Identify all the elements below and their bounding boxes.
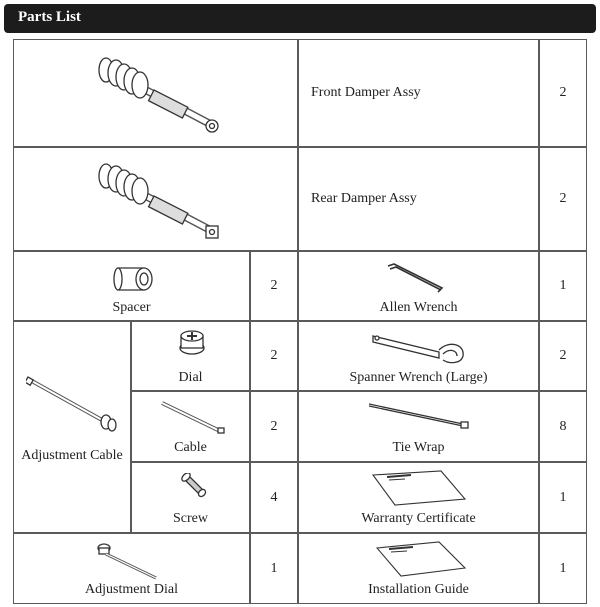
rear-damper-image-cell (13, 147, 298, 251)
spanner-wrench-illustration (369, 330, 469, 366)
tie-wrap-name: Tie Wrap (392, 440, 445, 455)
document-illustration (369, 469, 469, 509)
rear-damper-name: Rear Damper Assy (311, 191, 417, 206)
spacer-qty-cell (250, 251, 298, 321)
tie-wrap-cell (298, 391, 539, 462)
allen-wrench-name: Allen Wrench (379, 300, 458, 315)
spacer-cell (13, 251, 250, 321)
parts-list-title: Parts List (18, 9, 81, 25)
adjustment-cable-illustration (26, 376, 118, 432)
cable-qty-cell (250, 391, 298, 462)
parts-list-header (4, 4, 596, 33)
rear-damper-name-cell (298, 147, 539, 251)
warranty-qty-cell (539, 462, 587, 533)
adjustment-dial-qty-cell (250, 533, 298, 604)
front-damper-name: Front Damper Assy (311, 85, 421, 100)
front-damper-qty-cell (539, 39, 587, 147)
screw-qty: 4 (270, 489, 278, 505)
parts-table (13, 39, 587, 604)
damper-illustration (94, 154, 224, 244)
allen-wrench-cell (298, 251, 539, 321)
install-guide-cell (298, 533, 539, 604)
spacer-name: Spacer (112, 300, 151, 315)
rear-damper-qty: 2 (559, 191, 567, 206)
front-damper-qty: 2 (559, 85, 567, 100)
adjustment-dial-qty: 1 (270, 560, 278, 576)
dial-cell (131, 321, 250, 391)
rear-damper-qty-cell (539, 147, 587, 251)
dial-qty-cell (250, 321, 298, 391)
warranty-name: Warranty Certificate (361, 511, 476, 526)
spanner-wrench-cell (298, 321, 539, 391)
damper-illustration (94, 48, 224, 138)
screw-name: Screw (173, 511, 208, 526)
cable-cell (131, 391, 250, 462)
dial-illustration (176, 328, 208, 358)
adjustment-cable-cell (13, 321, 131, 533)
cable-qty: 2 (270, 418, 278, 434)
install-guide-qty: 1 (559, 560, 567, 576)
allen-wrench-illustration (384, 260, 454, 294)
tie-wrap-illustration (367, 402, 473, 432)
spanner-wrench-qty-cell (539, 321, 587, 391)
install-guide-qty-cell (539, 533, 587, 604)
adjustment-dial-cell (13, 533, 250, 604)
warranty-qty: 1 (559, 489, 567, 505)
tie-wrap-qty-cell (539, 391, 587, 462)
install-guide-name: Installation Guide (368, 582, 469, 597)
warranty-cell (298, 462, 539, 533)
allen-wrench-qty-cell (539, 251, 587, 321)
adjustment-dial-illustration (94, 540, 164, 582)
screw-illustration (178, 473, 208, 503)
tie-wrap-qty: 8 (559, 418, 567, 434)
dial-name: Dial (178, 370, 203, 385)
allen-wrench-qty: 1 (559, 278, 567, 293)
spanner-wrench-name: Spanner Wrench (Large) (349, 370, 488, 385)
screw-cell (131, 462, 250, 533)
adjustment-dial-name: Adjustment Dial (85, 582, 178, 597)
spanner-wrench-qty: 2 (559, 348, 567, 363)
front-damper-name-cell (298, 39, 539, 147)
document-illustration (373, 540, 469, 580)
cable-illustration (158, 400, 228, 436)
screw-qty-cell (250, 462, 298, 533)
dial-qty: 2 (270, 348, 278, 363)
adjustment-cable-name: Adjustment Cable (21, 448, 123, 463)
spacer-illustration (112, 260, 158, 294)
spacer-qty: 2 (270, 278, 278, 293)
cable-name: Cable (174, 440, 207, 455)
front-damper-image-cell (13, 39, 298, 147)
